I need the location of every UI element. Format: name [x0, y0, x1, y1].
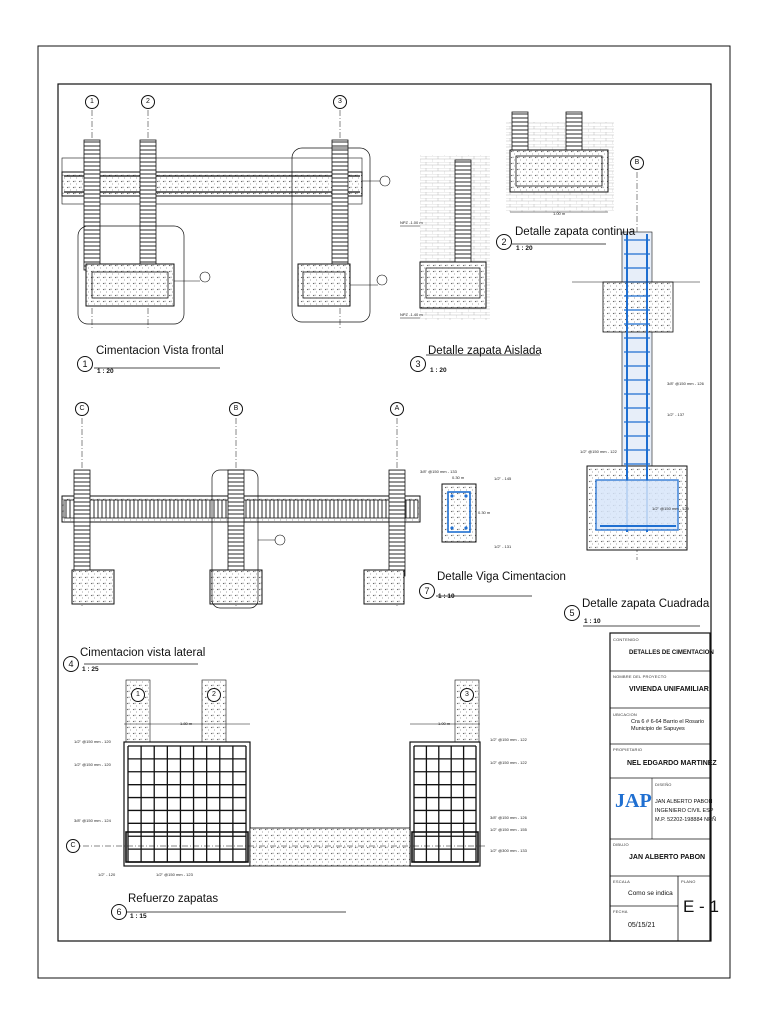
tb-plano-label: PLANO [681, 879, 696, 884]
tb-ubicacion-label: UBICACION [613, 712, 638, 717]
grid-bubble-1: 1 [85, 95, 99, 109]
dim-refuerzo-width-right: 1.00 m [438, 721, 451, 726]
grid-bubble-ref-3: 3 [460, 688, 474, 702]
tb-ubicacion-1: Cra 6 # 6-64 Barrio el Rosario [631, 719, 705, 725]
tb-fecha-label: FECHA [613, 909, 628, 914]
view-6-title: Refuerzo zapatas [128, 893, 219, 905]
grid-bubble-b: B [229, 402, 243, 416]
dim-aislada-level-2: NPZ -1.40 m [400, 312, 423, 317]
dim-viga-1: 3/8" @150 mm - 133 [420, 469, 457, 474]
view-2-scale: 1 : 20 [516, 245, 533, 252]
tb-propietario: NEL EDGARDO MARTINEZ [627, 760, 717, 767]
dim-ref-right-3: 3/8" @150 mm - 126 [490, 815, 527, 820]
dim-ref-left-5: 1/2" @150 mm - 123 [156, 872, 193, 877]
tb-diseno-label: DISEÑO [655, 782, 672, 787]
dim-aislada-level-1: NPZ -1.00 m [400, 220, 423, 225]
tb-contenido: DETALLES DE CIMENTACION [629, 650, 714, 656]
grid-bubble-ref-1: 1 [131, 688, 145, 702]
tb-disenador-3: M.P. 52202-198884 NRÑ [655, 817, 717, 823]
view-7-scale: 1 : 10 [438, 593, 455, 600]
dim-viga-5: 0.30 m [478, 510, 491, 515]
grid-bubble-ref-2: 2 [207, 688, 221, 702]
dim-ref-right-4: 1/2" @150 mm - 155 [490, 827, 527, 832]
view-footing-reinforcement [72, 680, 486, 912]
dim-viga-2: 1/2" - 145 [494, 476, 512, 481]
grid-bubble-2: 2 [141, 95, 155, 109]
view-6-scale: 1 : 15 [130, 913, 147, 920]
dim-viga-4: 0.30 m [452, 475, 465, 480]
tb-logo: JAP [615, 790, 652, 812]
tb-plano: E - 1 [683, 897, 719, 916]
view-7-number: 7 [419, 583, 435, 599]
tb-escala-label: ESCALA [613, 879, 630, 884]
tb-proyecto-label: NOMBRE DEL PROYECTO [613, 674, 667, 679]
view-2-number: 2 [496, 234, 512, 250]
tb-contenido-label: CONTENIDO [613, 637, 639, 642]
dim-ref-left-3: 3/8" @150 mm - 124 [74, 818, 111, 823]
view-front-foundation [62, 110, 390, 368]
dim-cuadrada-2: 1/2" - 137 [667, 412, 685, 417]
dim-cuadrada-3: 1/2" @150 mm - 122 [580, 449, 617, 454]
view-3-number: 3 [410, 356, 426, 372]
view-5-scale: 1 : 10 [584, 618, 601, 625]
tb-dibujo-label: DIBUJO [613, 842, 629, 847]
view-4-title: Cimentacion vista lateral [80, 647, 206, 659]
view-1-title: Cimentacion Vista frontal [96, 345, 224, 357]
view-lateral-foundation [62, 418, 420, 664]
dim-ref-left-2: 1/2" @150 mm - 120 [74, 762, 111, 767]
grid-bubble-3: 3 [333, 95, 347, 109]
grid-bubble-ref-c: C [66, 839, 80, 853]
view-5-number: 5 [564, 605, 580, 621]
tb-fecha: 05/15/21 [628, 922, 656, 929]
grid-bubble-square-b: B [630, 156, 644, 170]
tb-propietario-label: PROPIETARIO [613, 747, 643, 752]
view-square-footing [572, 172, 700, 626]
view-3-scale: 1 : 20 [430, 367, 447, 374]
dim-ref-right-5: 1/2" @300 mm - 133 [490, 848, 527, 853]
view-7-title: Detalle Viga Cimentacion [437, 571, 566, 583]
dim-ref-left-1: 1/2" @150 mm - 120 [74, 739, 111, 744]
grid-bubble-c: C [75, 402, 89, 416]
dim-ref-left-4: 1/2" - 120 [98, 872, 116, 877]
view-5-title: Detalle zapata Cuadrada [582, 598, 710, 610]
tb-ubicacion-2: Municipio de Sapuyes [631, 726, 685, 732]
tb-escala: Como se indica [628, 890, 673, 897]
view-continuous-footing [506, 112, 614, 244]
tb-dibujo: JAN ALBERTO PABON [629, 854, 706, 861]
dim-refuerzo-width-left: 1.80 m [180, 721, 193, 726]
tb-disenador-2: INGENIERO CIVIL ESP [655, 808, 714, 814]
view-1-number: 1 [77, 356, 93, 372]
view-1-scale: 1 : 20 [97, 368, 114, 375]
dim-ref-right-1: 1/2" @150 mm - 122 [490, 737, 527, 742]
view-6-number: 6 [111, 904, 127, 920]
tb-proyecto: VIVIENDA UNIFAMILIAR [629, 686, 709, 693]
dim-cuadrada-4: 1/2" @150 mm - 129 [652, 506, 689, 511]
dim-continua-width: 1.00 m [553, 211, 566, 216]
dim-cuadrada-1: 3/8" @150 mm - 126 [667, 381, 704, 386]
view-2-title: Detalle zapata continua [515, 226, 636, 238]
dim-viga-3: 1/2" - 131 [494, 544, 512, 549]
dim-ref-right-2: 1/2" @150 mm - 122 [490, 760, 527, 765]
tb-disenador-1: JAN ALBERTO PABON [655, 799, 713, 805]
view-4-scale: 1 : 25 [82, 666, 99, 673]
view-3-title: Detalle zapata Aislada [428, 345, 542, 357]
view-4-number: 4 [63, 656, 79, 672]
grid-bubble-a: A [390, 402, 404, 416]
